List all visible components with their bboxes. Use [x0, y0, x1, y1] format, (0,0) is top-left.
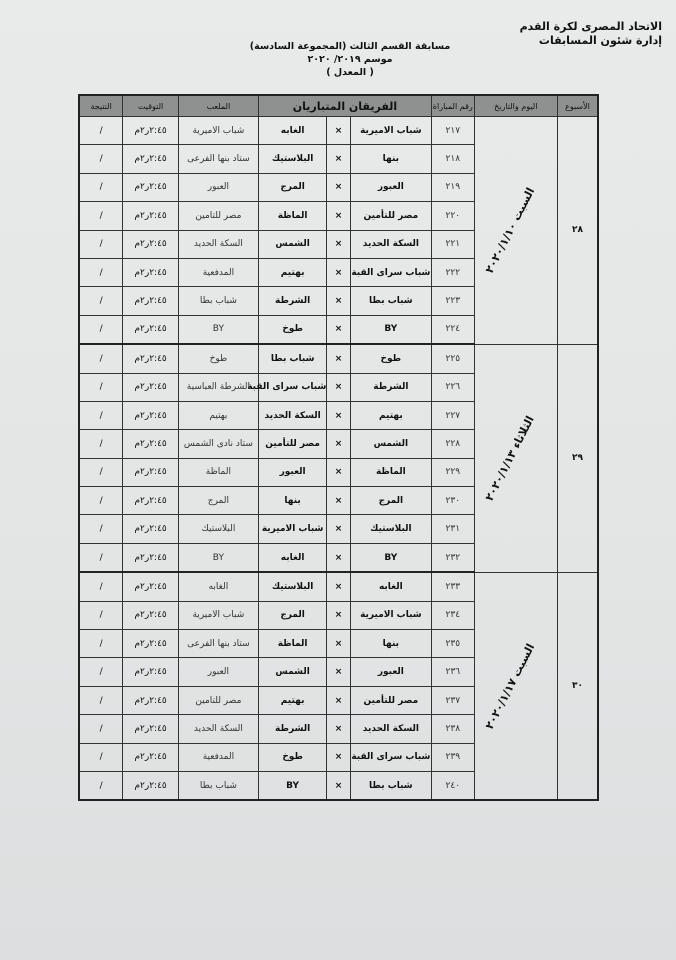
match-number: ٢١٧: [431, 117, 474, 145]
versus-mark: ×: [327, 173, 350, 201]
versus-mark: ×: [327, 543, 350, 572]
kickoff-time: ٢:٤٥ر٢م: [123, 515, 179, 543]
org-name: الاتحاد المصرى لكرة القدم: [519, 20, 662, 33]
away-team: مصر للتأمين: [258, 430, 326, 458]
versus-mark: ×: [327, 230, 350, 258]
versus-mark: ×: [327, 743, 350, 771]
away-team: الماظة: [258, 202, 326, 230]
home-team: شباب بطا: [350, 287, 431, 315]
date-text: السبت ٢٠٢٠/١/١٠: [482, 185, 538, 276]
match-number: ٢٣٤: [431, 601, 474, 629]
versus-mark: ×: [327, 287, 350, 315]
header-week: الأسبوع: [557, 95, 598, 117]
venue: BY: [178, 543, 258, 572]
home-team: البلاستيك: [350, 515, 431, 543]
match-number: ٢٢١: [431, 230, 474, 258]
venue: مصر للتامين: [178, 202, 258, 230]
competition-titles: [240, 40, 460, 79]
match-day-date: [474, 117, 557, 345]
result: /: [79, 258, 123, 286]
kickoff-time: ٢:٤٥ر٢م: [123, 173, 179, 201]
kickoff-time: ٢:٤٥ر٢م: [123, 258, 179, 286]
kickoff-time: ٢:٤٥ر٢م: [123, 715, 179, 743]
away-team: الشمس: [258, 658, 326, 686]
home-team: السكة الحديد: [350, 715, 431, 743]
week-number: ٢٨: [557, 117, 598, 345]
home-team: بنها: [350, 145, 431, 173]
result: /: [79, 287, 123, 315]
match-number: ٢٤٠: [431, 771, 474, 800]
versus-mark: ×: [327, 202, 350, 230]
venue: العبور: [178, 658, 258, 686]
match-number: ٢٣٣: [431, 572, 474, 601]
versus-mark: ×: [327, 458, 350, 486]
home-team: العبور: [350, 658, 431, 686]
away-team: البلاستيك: [258, 572, 326, 601]
kickoff-time: ٢:٤٥ر٢م: [123, 487, 179, 515]
home-team: BY: [350, 543, 431, 572]
venue: شباب الاميرية: [178, 601, 258, 629]
kickoff-time: ٢:٤٥ر٢م: [123, 202, 179, 230]
result: /: [79, 743, 123, 771]
home-team: شباب سراى القبة: [350, 258, 431, 286]
organization-header: [520, 20, 662, 48]
away-team: بنها: [258, 487, 326, 515]
kickoff-time: ٢:٤٥ر٢م: [123, 287, 179, 315]
venue: ستاد نادى الشمس: [178, 430, 258, 458]
versus-mark: ×: [327, 344, 350, 373]
kickoff-time: ٢:٤٥ر٢م: [123, 601, 179, 629]
home-team: العبور: [350, 173, 431, 201]
away-team: الغابه: [258, 543, 326, 572]
versus-mark: ×: [327, 515, 350, 543]
kickoff-time: ٢:٤٥ر٢م: [123, 344, 179, 373]
header-time: التوقيت: [123, 95, 179, 117]
kickoff-time: ٢:٤٥ر٢م: [123, 572, 179, 601]
versus-mark: ×: [327, 630, 350, 658]
versus-mark: ×: [327, 601, 350, 629]
versus-mark: ×: [327, 572, 350, 601]
match-number: ٢٢٢: [431, 258, 474, 286]
home-team: الماظة: [350, 458, 431, 486]
home-team: طوخ: [350, 344, 431, 373]
away-team: الماظة: [258, 630, 326, 658]
home-team: شباب الاميرية: [350, 117, 431, 145]
match-number: ٢٢٩: [431, 458, 474, 486]
kickoff-time: ٢:٤٥ر٢م: [123, 630, 179, 658]
kickoff-time: ٢:٤٥ر٢م: [123, 686, 179, 714]
table-header-row: [79, 95, 598, 117]
week-number: ٢٩: [557, 344, 598, 572]
kickoff-time: ٢:٤٥ر٢م: [123, 145, 179, 173]
venue: الشرطة العباسية: [178, 373, 258, 401]
table-row: [79, 344, 598, 373]
versus-mark: ×: [327, 117, 350, 145]
result: /: [79, 230, 123, 258]
table-row: [79, 117, 598, 145]
versus-mark: ×: [327, 315, 350, 344]
venue: السكة الحديد: [178, 715, 258, 743]
result: /: [79, 401, 123, 429]
match-number: ٢٣١: [431, 515, 474, 543]
versus-mark: ×: [327, 258, 350, 286]
venue: شباب الاميرية: [178, 117, 258, 145]
result: /: [79, 458, 123, 486]
header-match-no: رقم المباراة: [431, 95, 474, 117]
home-team: السكة الحديد: [350, 230, 431, 258]
week-number: ٣٠: [557, 572, 598, 800]
result: /: [79, 630, 123, 658]
away-team: الشرطة: [258, 715, 326, 743]
fixtures-body: [79, 117, 598, 801]
home-team: بهتيم: [350, 401, 431, 429]
home-team: المرج: [350, 487, 431, 515]
away-team: شباب بطا: [258, 344, 326, 373]
match-number: ٢٢٧: [431, 401, 474, 429]
match-number: ٢٢٣: [431, 287, 474, 315]
versus-mark: ×: [327, 658, 350, 686]
away-team: الشمس: [258, 230, 326, 258]
venue: ستاد بنها الفرعى: [178, 145, 258, 173]
match-number: ٢٣٢: [431, 543, 474, 572]
versus-mark: ×: [327, 373, 350, 401]
amended-note: ( المعدل ): [326, 67, 374, 78]
result: /: [79, 658, 123, 686]
venue: ستاد بنها الفرعى: [178, 630, 258, 658]
fixtures-table: [78, 94, 599, 801]
versus-mark: ×: [327, 686, 350, 714]
header-result: النتيجة: [79, 95, 123, 117]
home-team: شباب الاميرية: [350, 601, 431, 629]
result: /: [79, 117, 123, 145]
match-day-date: [474, 572, 557, 800]
match-number: ٢٢٠: [431, 202, 474, 230]
venue: BY: [178, 315, 258, 344]
versus-mark: ×: [327, 487, 350, 515]
match-number: ٢٣٥: [431, 630, 474, 658]
away-team: طوخ: [258, 743, 326, 771]
kickoff-time: ٢:٤٥ر٢م: [123, 430, 179, 458]
home-team: شباب سراى القبة: [350, 743, 431, 771]
venue: العبور: [178, 173, 258, 201]
venue: السكة الحديد: [178, 230, 258, 258]
match-day-date: [474, 344, 557, 572]
away-team: المرج: [258, 173, 326, 201]
venue: البلاستيك: [178, 515, 258, 543]
home-team: مصر للتأمين: [350, 202, 431, 230]
home-team: مصر للتأمين: [350, 686, 431, 714]
result: /: [79, 430, 123, 458]
venue: مصر للتامين: [178, 686, 258, 714]
department-name: إدارة شئون المسابقات: [538, 34, 662, 47]
kickoff-time: ٢:٤٥ر٢م: [123, 401, 179, 429]
away-team: الشرطة: [258, 287, 326, 315]
home-team: الشمس: [350, 430, 431, 458]
result: /: [79, 515, 123, 543]
match-number: ٢٣٠: [431, 487, 474, 515]
competition-title: مسابقة القسم الثالث (المجموعة السادسة): [249, 41, 451, 52]
home-team: شباب بطا: [350, 771, 431, 800]
result: /: [79, 572, 123, 601]
result: /: [79, 771, 123, 800]
away-team: طوخ: [258, 315, 326, 344]
kickoff-time: ٢:٤٥ر٢م: [123, 771, 179, 800]
result: /: [79, 715, 123, 743]
home-team: الشرطة: [350, 373, 431, 401]
venue: المدفعية: [178, 258, 258, 286]
venue: المدفعية: [178, 743, 258, 771]
kickoff-time: ٢:٤٥ر٢م: [123, 543, 179, 572]
away-team: العبور: [258, 458, 326, 486]
result: /: [79, 487, 123, 515]
venue: شباب بطا: [178, 771, 258, 800]
match-number: ٢٣٩: [431, 743, 474, 771]
kickoff-time: ٢:٤٥ر٢م: [123, 373, 179, 401]
venue: الغابه: [178, 572, 258, 601]
result: /: [79, 173, 123, 201]
match-number: ٢٢٨: [431, 430, 474, 458]
away-team: BY: [258, 771, 326, 800]
match-number: ٢٢٥: [431, 344, 474, 373]
header-date: اليوم والتاريخ: [474, 95, 557, 117]
kickoff-time: ٢:٤٥ر٢م: [123, 743, 179, 771]
kickoff-time: ٢:٤٥ر٢م: [123, 117, 179, 145]
result: /: [79, 686, 123, 714]
venue: بهتيم: [178, 401, 258, 429]
away-team: شباب الاميرية: [258, 515, 326, 543]
result: /: [79, 202, 123, 230]
result: /: [79, 344, 123, 373]
kickoff-time: ٢:٤٥ر٢م: [123, 658, 179, 686]
away-team: الغابه: [258, 117, 326, 145]
match-number: ٢٢٦: [431, 373, 474, 401]
venue: المرج: [178, 487, 258, 515]
match-number: ٢٢٤: [431, 315, 474, 344]
away-team: بهتيم: [258, 686, 326, 714]
versus-mark: ×: [327, 771, 350, 800]
match-number: ٢٣٨: [431, 715, 474, 743]
match-number: ٢٣٧: [431, 686, 474, 714]
home-team: بنها: [350, 630, 431, 658]
away-team: شباب سراى القبة: [258, 373, 326, 401]
date-text: السبت ٢٠٢٠/١/١٧: [482, 641, 538, 731]
venue: طوخ: [178, 344, 258, 373]
kickoff-time: ٢:٤٥ر٢م: [123, 458, 179, 486]
date-text: الثلاثاء ٢٠٢٠/١/١٣: [483, 413, 538, 503]
versus-mark: ×: [327, 145, 350, 173]
versus-mark: ×: [327, 401, 350, 429]
home-team: الغابه: [350, 572, 431, 601]
result: /: [79, 373, 123, 401]
home-team: BY: [350, 315, 431, 344]
venue: الماظة: [178, 458, 258, 486]
result: /: [79, 601, 123, 629]
result: /: [79, 315, 123, 344]
away-team: المرج: [258, 601, 326, 629]
result: /: [79, 543, 123, 572]
kickoff-time: ٢:٤٥ر٢م: [123, 230, 179, 258]
away-team: بهتيم: [258, 258, 326, 286]
season-title: موسم ٢٠١٩/ ٢٠٢٠: [307, 54, 393, 65]
versus-mark: ×: [327, 430, 350, 458]
table-row: [79, 572, 598, 601]
kickoff-time: ٢:٤٥ر٢م: [123, 315, 179, 344]
versus-mark: ×: [327, 715, 350, 743]
header-venue: الملعب: [178, 95, 258, 117]
away-team: السكة الحديد: [258, 401, 326, 429]
venue: شباب بطا: [178, 287, 258, 315]
header-teams: الفريقان المتباريان: [258, 95, 431, 117]
match-number: ٢٣٦: [431, 658, 474, 686]
away-team: البلاستيك: [258, 145, 326, 173]
match-number: ٢١٩: [431, 173, 474, 201]
match-number: ٢١٨: [431, 145, 474, 173]
result: /: [79, 145, 123, 173]
